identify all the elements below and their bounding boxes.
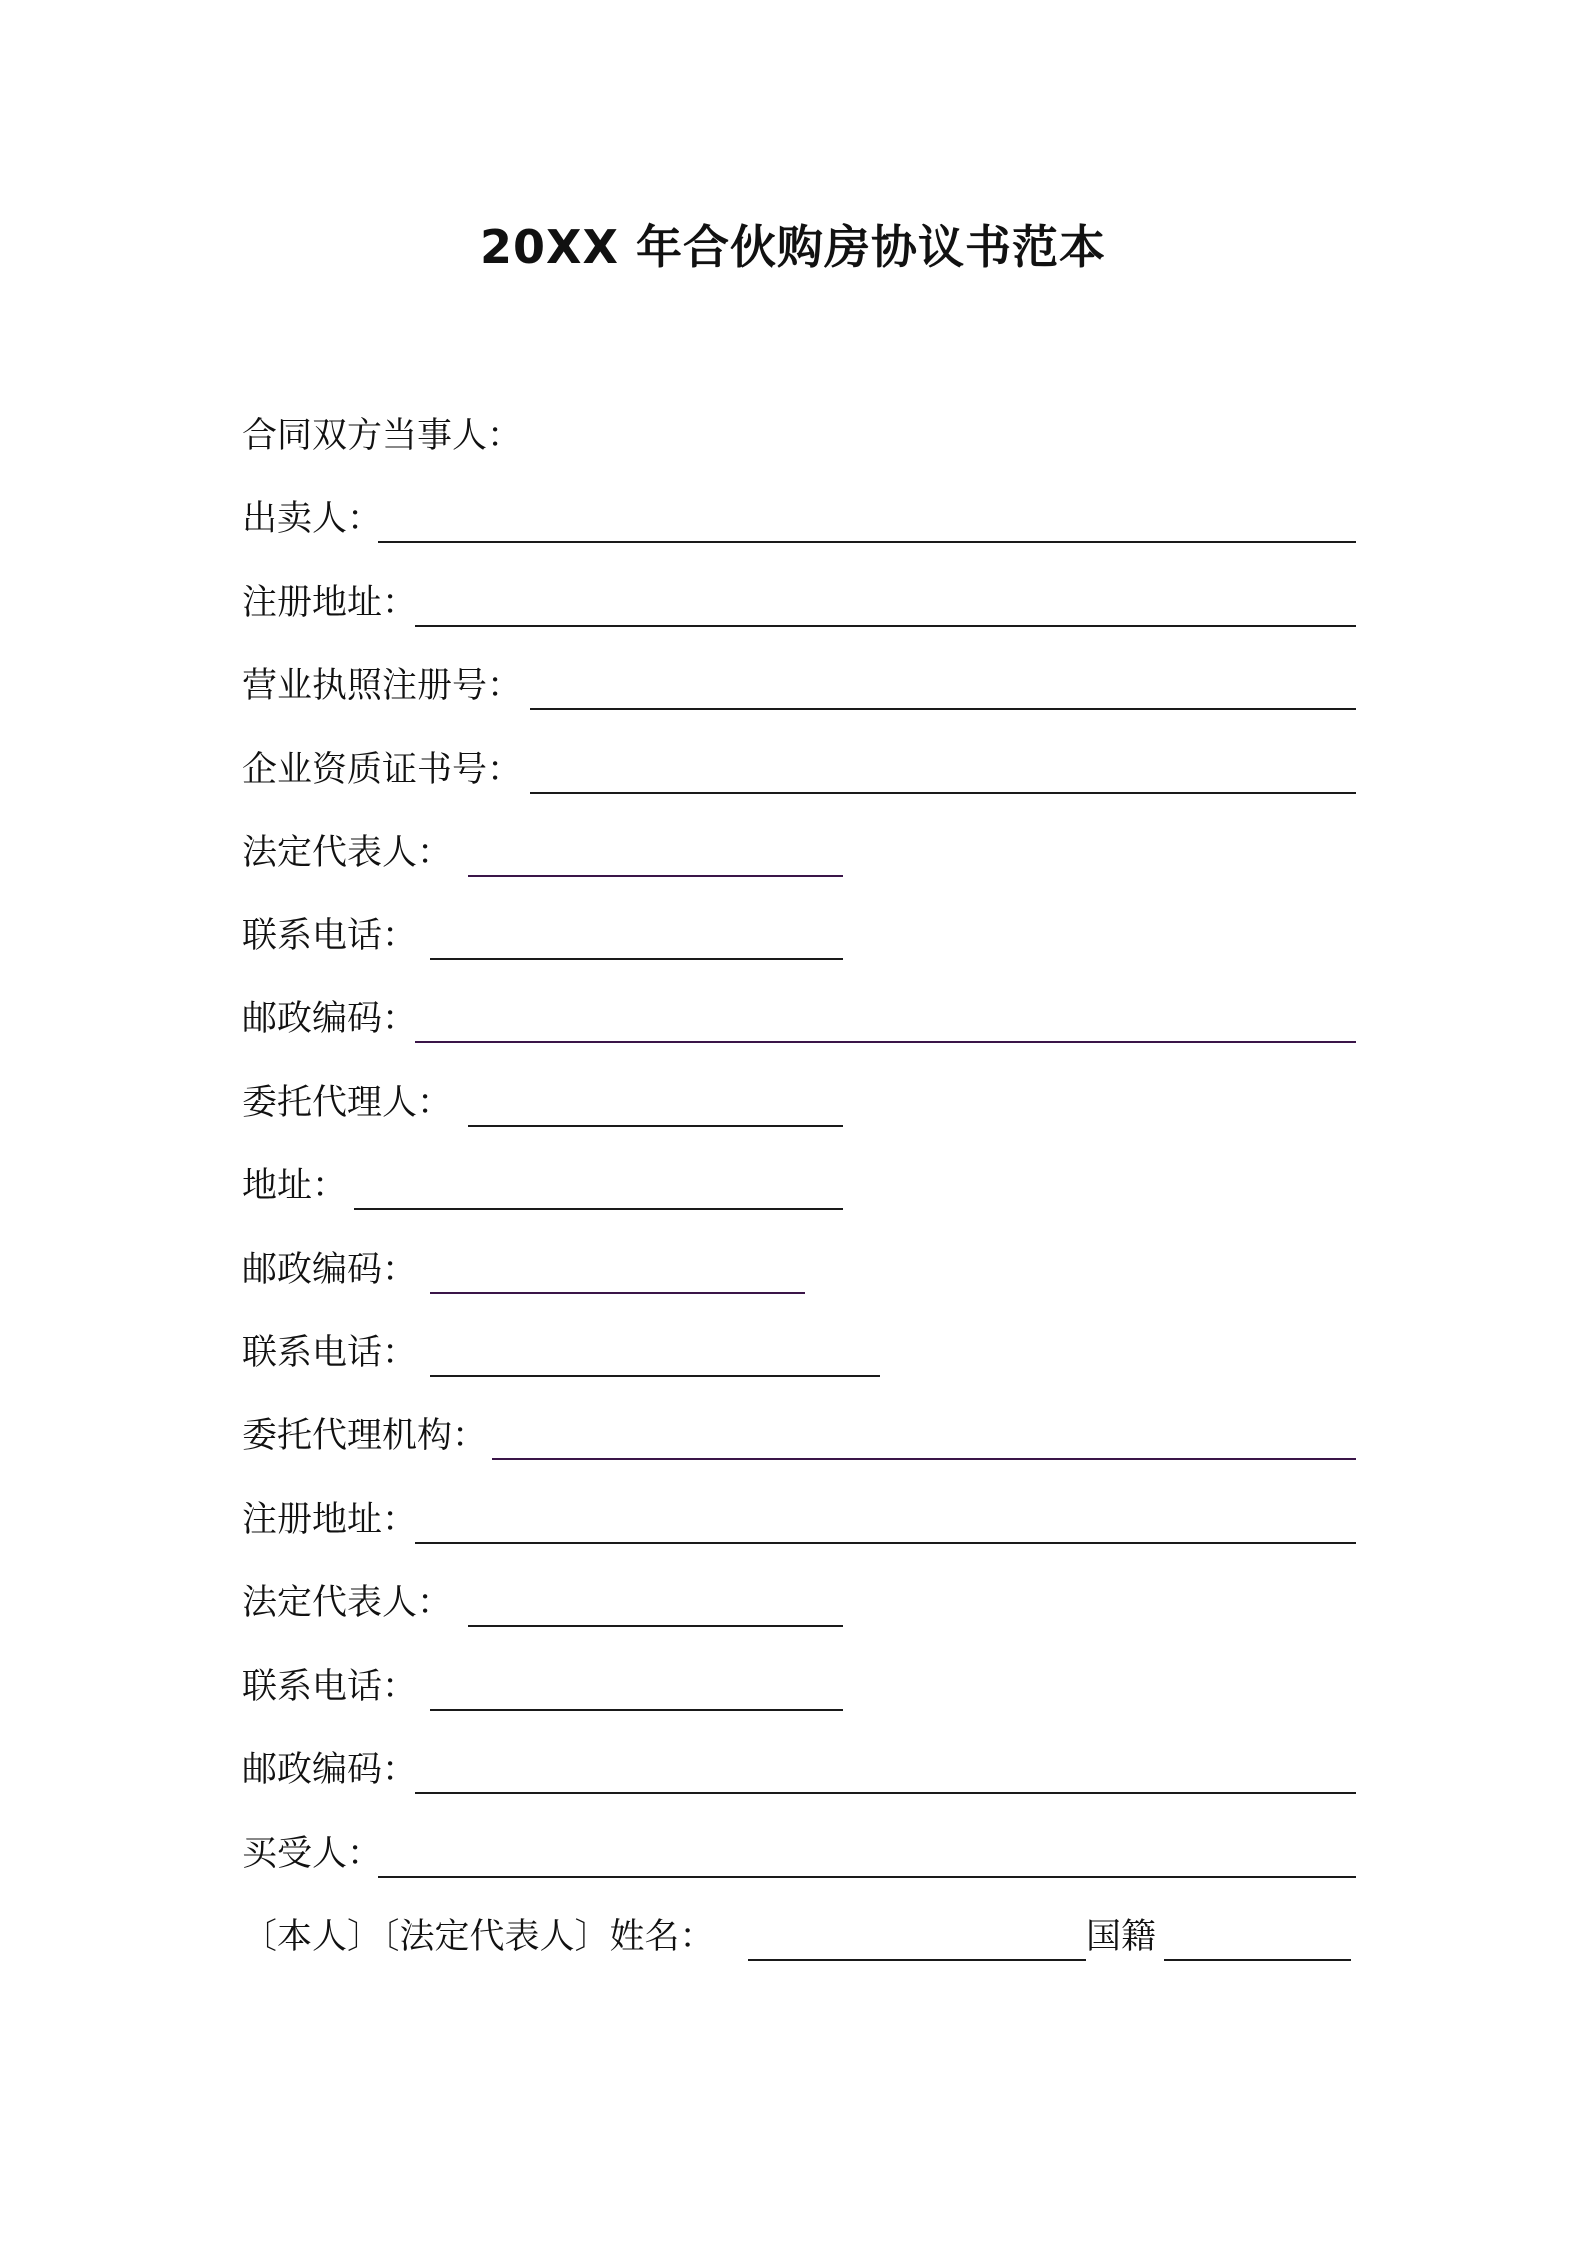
field-label: 营业执照注册号： [242, 666, 523, 706]
parties-heading: 合同双方当事人： [242, 416, 523, 456]
field-label: 买受人： [242, 1834, 383, 1874]
field-label: 出卖人： [242, 499, 383, 539]
field-label: 邮政编码： [242, 1250, 418, 1290]
field-label: 地址： [242, 1166, 348, 1206]
field-label: 法定代表人： [242, 1583, 453, 1623]
field-label: 法定代表人： [242, 833, 453, 873]
agent-blank[interactable] [468, 1075, 843, 1127]
postal-code-blank[interactable] [415, 1742, 1356, 1794]
seller-blank[interactable] [378, 491, 1356, 543]
field-label: 委托代理人： [242, 1083, 453, 1123]
postal-code-blank[interactable] [430, 1242, 805, 1294]
agency-blank[interactable] [492, 1408, 1356, 1460]
postal-code-blank[interactable] [415, 991, 1356, 1043]
document-title: 20XX 年合伙购房协议书范本 [480, 220, 1106, 274]
legal-representative-blank[interactable] [468, 825, 843, 877]
field-label: 委托代理机构： [242, 1416, 488, 1456]
nationality-label: 国籍 [1086, 1917, 1157, 1957]
field-label: 注册地址： [242, 1500, 418, 1540]
field-label: 联系电话： [242, 1333, 418, 1373]
buyer-name-label: 〔本人〕〔法定代表人〕姓名： [242, 1917, 715, 1957]
qualification-cert-blank[interactable] [530, 742, 1356, 794]
registered-address-blank[interactable] [415, 1492, 1356, 1544]
field-label: 注册地址： [242, 583, 418, 623]
buyer-blank[interactable] [378, 1826, 1356, 1878]
phone-blank[interactable] [430, 1659, 843, 1711]
field-label: 企业资质证书号： [242, 750, 523, 790]
business-license-blank[interactable] [530, 658, 1356, 710]
field-label: 邮政编码： [242, 1750, 418, 1790]
field-label: 联系电话： [242, 916, 418, 956]
nationality-blank[interactable] [1164, 1909, 1351, 1961]
address-blank[interactable] [354, 1158, 843, 1210]
phone-blank[interactable] [430, 1325, 880, 1377]
registered-address-blank[interactable] [415, 575, 1356, 627]
buyer-name-blank[interactable] [748, 1909, 1086, 1961]
phone-blank[interactable] [430, 908, 843, 960]
legal-representative-blank[interactable] [468, 1575, 843, 1627]
field-label: 联系电话： [242, 1667, 418, 1707]
field-label: 邮政编码： [242, 999, 418, 1039]
